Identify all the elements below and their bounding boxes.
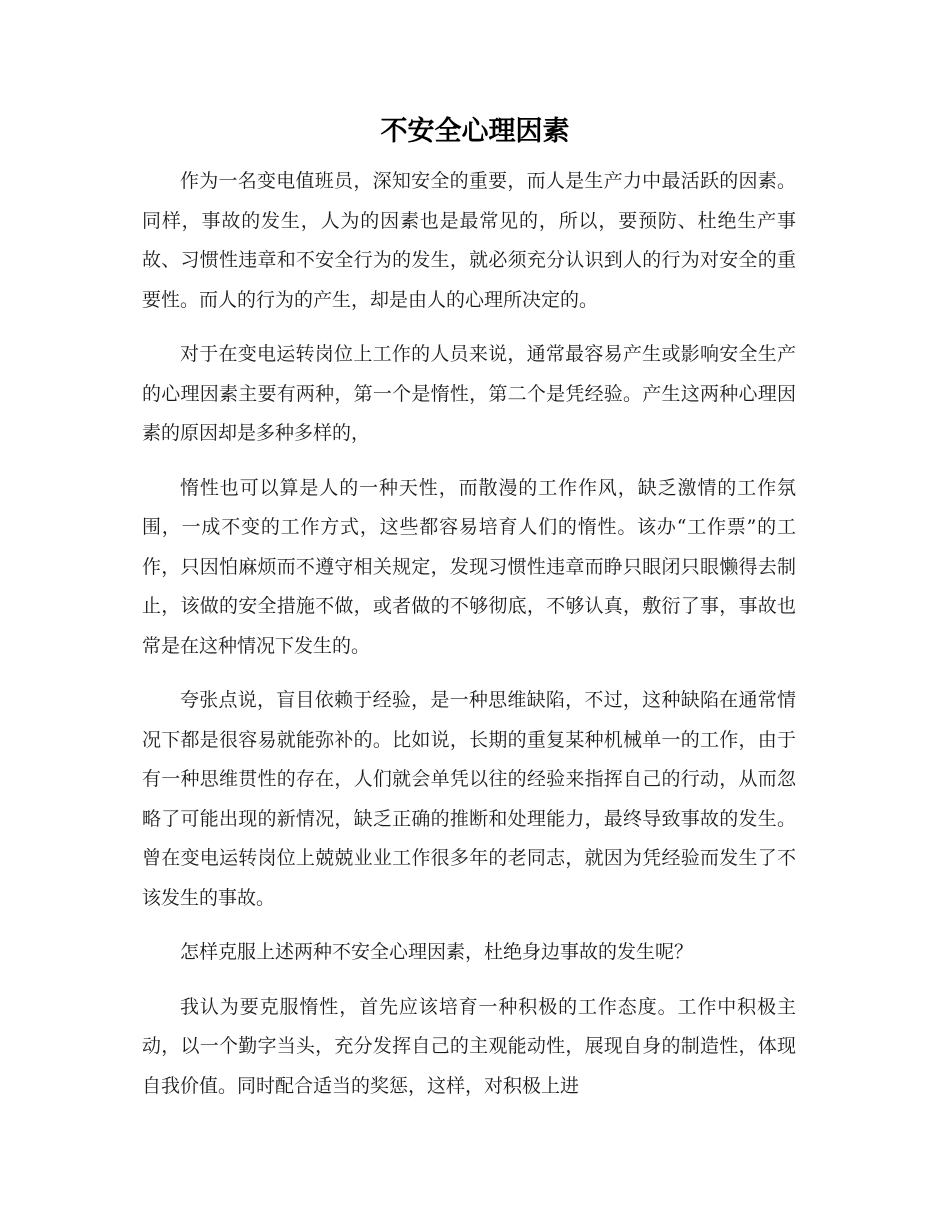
paragraph-6: 我认为要克服惰性，首先应该培育一种积极的工作态度。工作中积极主动，以一个勤字当头，充分发挥自己的主观能动性，展现自身的制造性，体现自我价值。同时配合适当的奖惩，这样，对积极上进 (142, 995, 796, 1097)
paragraph-3: 惰性也可以算是人的一种天性，而散漫的工作作风，缺乏激情的工作氛围，一成不变的工作方式，这些都容易培育人们的惰性。该办“工作票”的工作，只因怕麻烦而不遵守相关规定，发现习惯性违章而睁只眼闭只眼懒得去制止，该做的安全措施不做，或者做的不够彻底，不够认真，敷衍了事，事故也常是在这种情况下发生的。 (142, 476, 796, 657)
paragraph-4: 夸张点说，盲目依赖于经验，是一种思维缺陷，不过，这种缺陷在通常情况下都是很容易就能弥补的。比如说，长期的重复某种机械单一的工作，由于有一种思维贯性的存在，人们就会单凭以往的经验来指挥自己的行动，从而忽略了可能出现的新情况，缺乏正确的推断和处理能力，最终导致事故的发生。曾在变电运转岗位上兢兢业业工作很多年的老同志，就因为凭经验而发生了不该发生的事故。 (142, 689, 796, 909)
paragraph-1: 作为一名变电值班员，深知安全的重要，而人是生产力中最活跃的因素。同样，事故的发生，人为的因素也是最常见的，所以，要预防、杜绝生产事故、习惯性违章和不安全行为的发生，就必须充分认识到人的行为对安全的重要性。而人的行为的产生，却是由人的心理所决定的。 (142, 170, 796, 311)
document-body (142, 162, 796, 1121)
paragraph-2: 对于在变电运转岗位上工作的人员来说，通常最容易产生或影响安全生产的心理因素主要有两种，第一个是惰性，第二个是凭经验。产生这两种心理因素的原因却是多种多样的， (142, 343, 796, 444)
paragraph-5: 怎样克服上述两种不安全心理因素，杜绝身边事故的发生呢？ (180, 941, 694, 963)
document-title: 不安全心理因素 (380, 116, 570, 147)
